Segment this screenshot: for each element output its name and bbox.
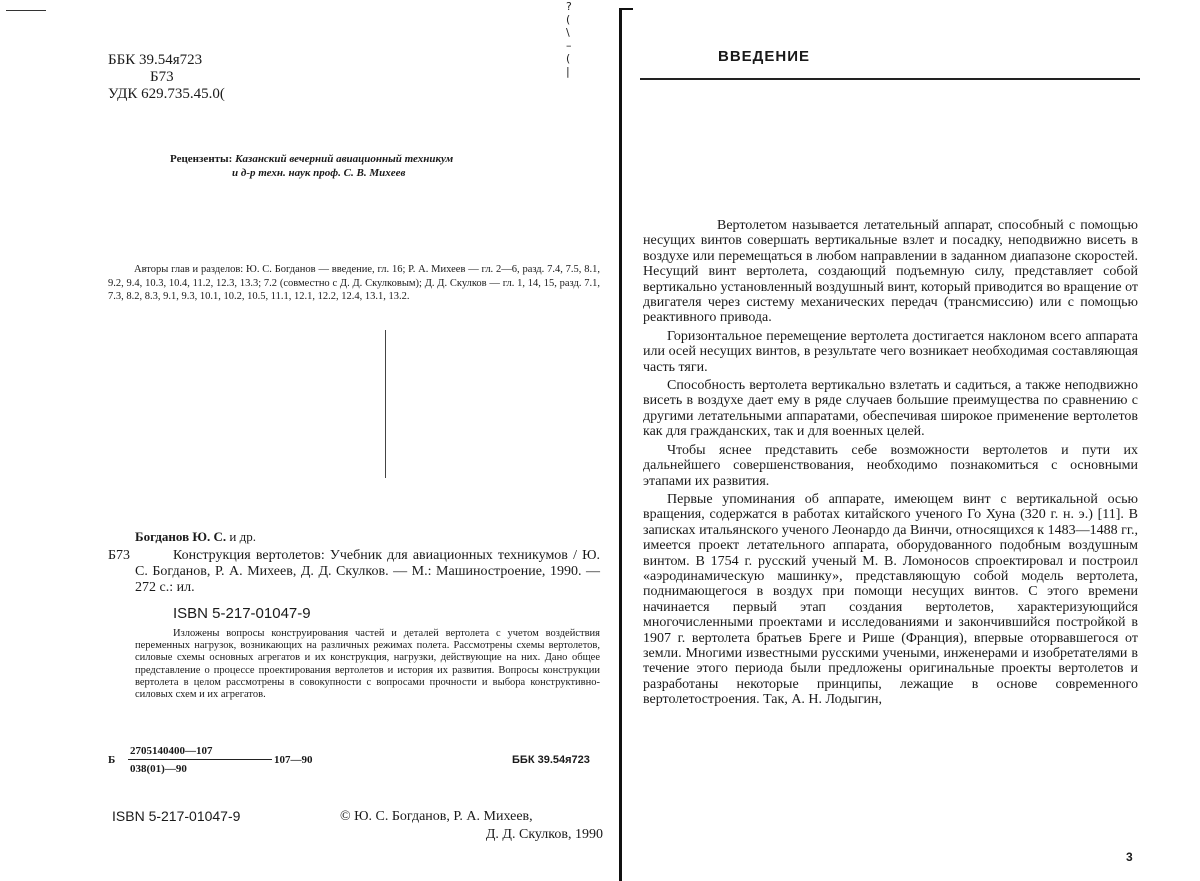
classification-codes (108, 52, 225, 103)
corner-mark (6, 10, 46, 11)
copyright (340, 808, 605, 844)
paragraph: Способность вертолета вертикально взлетать и садиться, а также неподвижно висеть в воздухе дает ему в ряде случаев большие преимущества по сравнению с другими летательными аппаратами, обеспечивая широкое применение вертолетов как для гражданских, так и для военных целей. (643, 378, 1138, 440)
margin-mark: ( (566, 13, 571, 26)
body-text (643, 218, 1138, 711)
annotation: Изложены вопросы конструирования частей и деталей вертолета с учетом воздействия переменных нагрузок, возникающих на различных режимах полета. Рассмотрены схемы вертолетов, силовые схемы основных агрегатов и их конструкция, нагрузки, действующие на них. Дано общее представление о процессе проектирования вертолетов и история их развития. Вопросы конструкции вертолета в целом рассмотрены в совокупности с вопросами прочности и выбора конструктивно-силовых схем и их агрегатов. (135, 628, 600, 701)
chapter-heading: ВВЕДЕНИЕ (718, 48, 810, 65)
margin-mark: – (566, 39, 572, 52)
reviewers-label: Рецензенты: (170, 153, 233, 165)
vertical-rule (385, 330, 386, 478)
paragraph: Вертолетом называется летательный аппарат, способный с помощью несущих винтов совершать вертикальные взлет и посадку, неподвижно висеть в воздухе или перемещаться в любом направлении в заданном диапазоне скоростей. Несущий винт вертолета, создающий подъемную силу, представляет собой вертикально установленный воздушный винт, который приводится во вращение от двигателя через систему механических передач (трансмиссию) или с помощью реактивного привода. (643, 218, 1138, 326)
author-suffix: и др. (229, 529, 256, 544)
bbk-code-right: ББК 39.54я723 (512, 754, 590, 766)
index-right: 107—90 (274, 754, 313, 766)
isbn-bottom: ISBN 5-217-01047-9 (112, 808, 241, 824)
fraction-bar (128, 759, 272, 760)
paragraph: Горизонтальное перемещение вертолета достигается наклоном всего аппарата или осей несущих винтов, в результате чего возникает необходимая составляющая часть тяги. (643, 328, 1138, 375)
bibliographic-code: Б73 (108, 548, 131, 563)
index-denominator: 038(01)—90 (130, 763, 187, 775)
authors-of-chapters: Авторы глав и разделов: Ю. С. Богданов — введение, гл. 16; Р. А. Михеев — гл. 2—6, разд. 7.4, 7.5, 8.1, 9.2, 9.4, 10.3, 10.4, 11.2, 12.3, 13.3; 7.2 (совместно с Д. Д. Скулковым); Д. Д. Скулков — гл. 1, 14, 15, разд. 7.1, 7.3, 8.2, 8.3, 9.1, 9.3, 10.1, 10.2, 10.5, 11.1, 12.1, 12.2, 12.4, 13.1, 13.2. (108, 264, 600, 302)
bbk-code: ББК 39.54я723 (108, 52, 203, 68)
reviewers-line-1: Казанский вечерний авиационный техникум (235, 153, 454, 165)
bibliographic-text: Конструкция вертолетов: Учебник для авиационных техникумов / Ю. С. Богданов, Р. А. Михеев, Д. Д. Скулков. — М.: Машиностроение, 1990. — 272 с.: ил. (135, 548, 600, 595)
reviewers-line-2: и д-р техн. наук проф. С. В. Михеев (232, 167, 406, 179)
index-letter: Б (108, 754, 116, 766)
author-name: Богданов Ю. С. (135, 529, 227, 544)
page-number: 3 (1126, 850, 1133, 864)
copyright-line-2: Д. Д. Скулков, 1990 (485, 827, 603, 842)
heading-rule (640, 78, 1140, 80)
isbn: ISBN 5-217-01047-9 (173, 605, 311, 622)
paragraph: Первые упоминания об аппарате, имеющем винт с вертикальной осью вращения, содержатся в работах китайского ученого Го Хуна (320 г. н. э.) [11]. В записках итальянского ученого Леонардо да Винчи, относящихся к 1483—1488 гг., имеется проект летательного аппарата, оборудованного подобным воздушным винтом. В 1754 г. русский ученый М. В. Ломоносов спроектировал и построил «аэродинамическую машинку», представляющую собой модель вертолета, поднимающегося в воздух при помощи несущих винтов. С этого времени начинается первый этап создания вертолетов, характеризующийся многочисленными проектами и исследованиями и закончившийся постройкой в 1907 г. вертолета братьев Бреге и Рише (Франция), впервые оторвавшегося от земли. Многими известными русскими учеными, инженерами и изобретателями в течение этого периода были предложены оригинальные проекты вертолетов и разработаны некоторые принципы, лежащие в основе современного вертолетостроения. Так, А. Н. Лодыгин, (643, 491, 1138, 708)
author-mark: Б73 (150, 69, 174, 85)
copyright-line-1: © Ю. С. Богданов, Р. А. Михеев, (340, 809, 533, 824)
paragraph: Чтобы яснее представить себе возможности вертолетов и пути их дальнейшего совершенствования, необходимо познакомиться с основными этапами их развития. (643, 442, 1138, 489)
margin-mark: \ (566, 26, 570, 39)
index-numerator: 2705140400—107 (130, 745, 213, 757)
reviewers (170, 152, 550, 180)
margin-mark: ? (566, 0, 572, 13)
margin-mark: ( (566, 52, 571, 65)
margin-mark: | (566, 65, 570, 78)
margin-marks (566, 0, 590, 120)
udc-code: УДК 629.735.45.0( (108, 86, 225, 102)
bibliographic-author (135, 529, 256, 545)
bibliographic-description (135, 548, 600, 596)
